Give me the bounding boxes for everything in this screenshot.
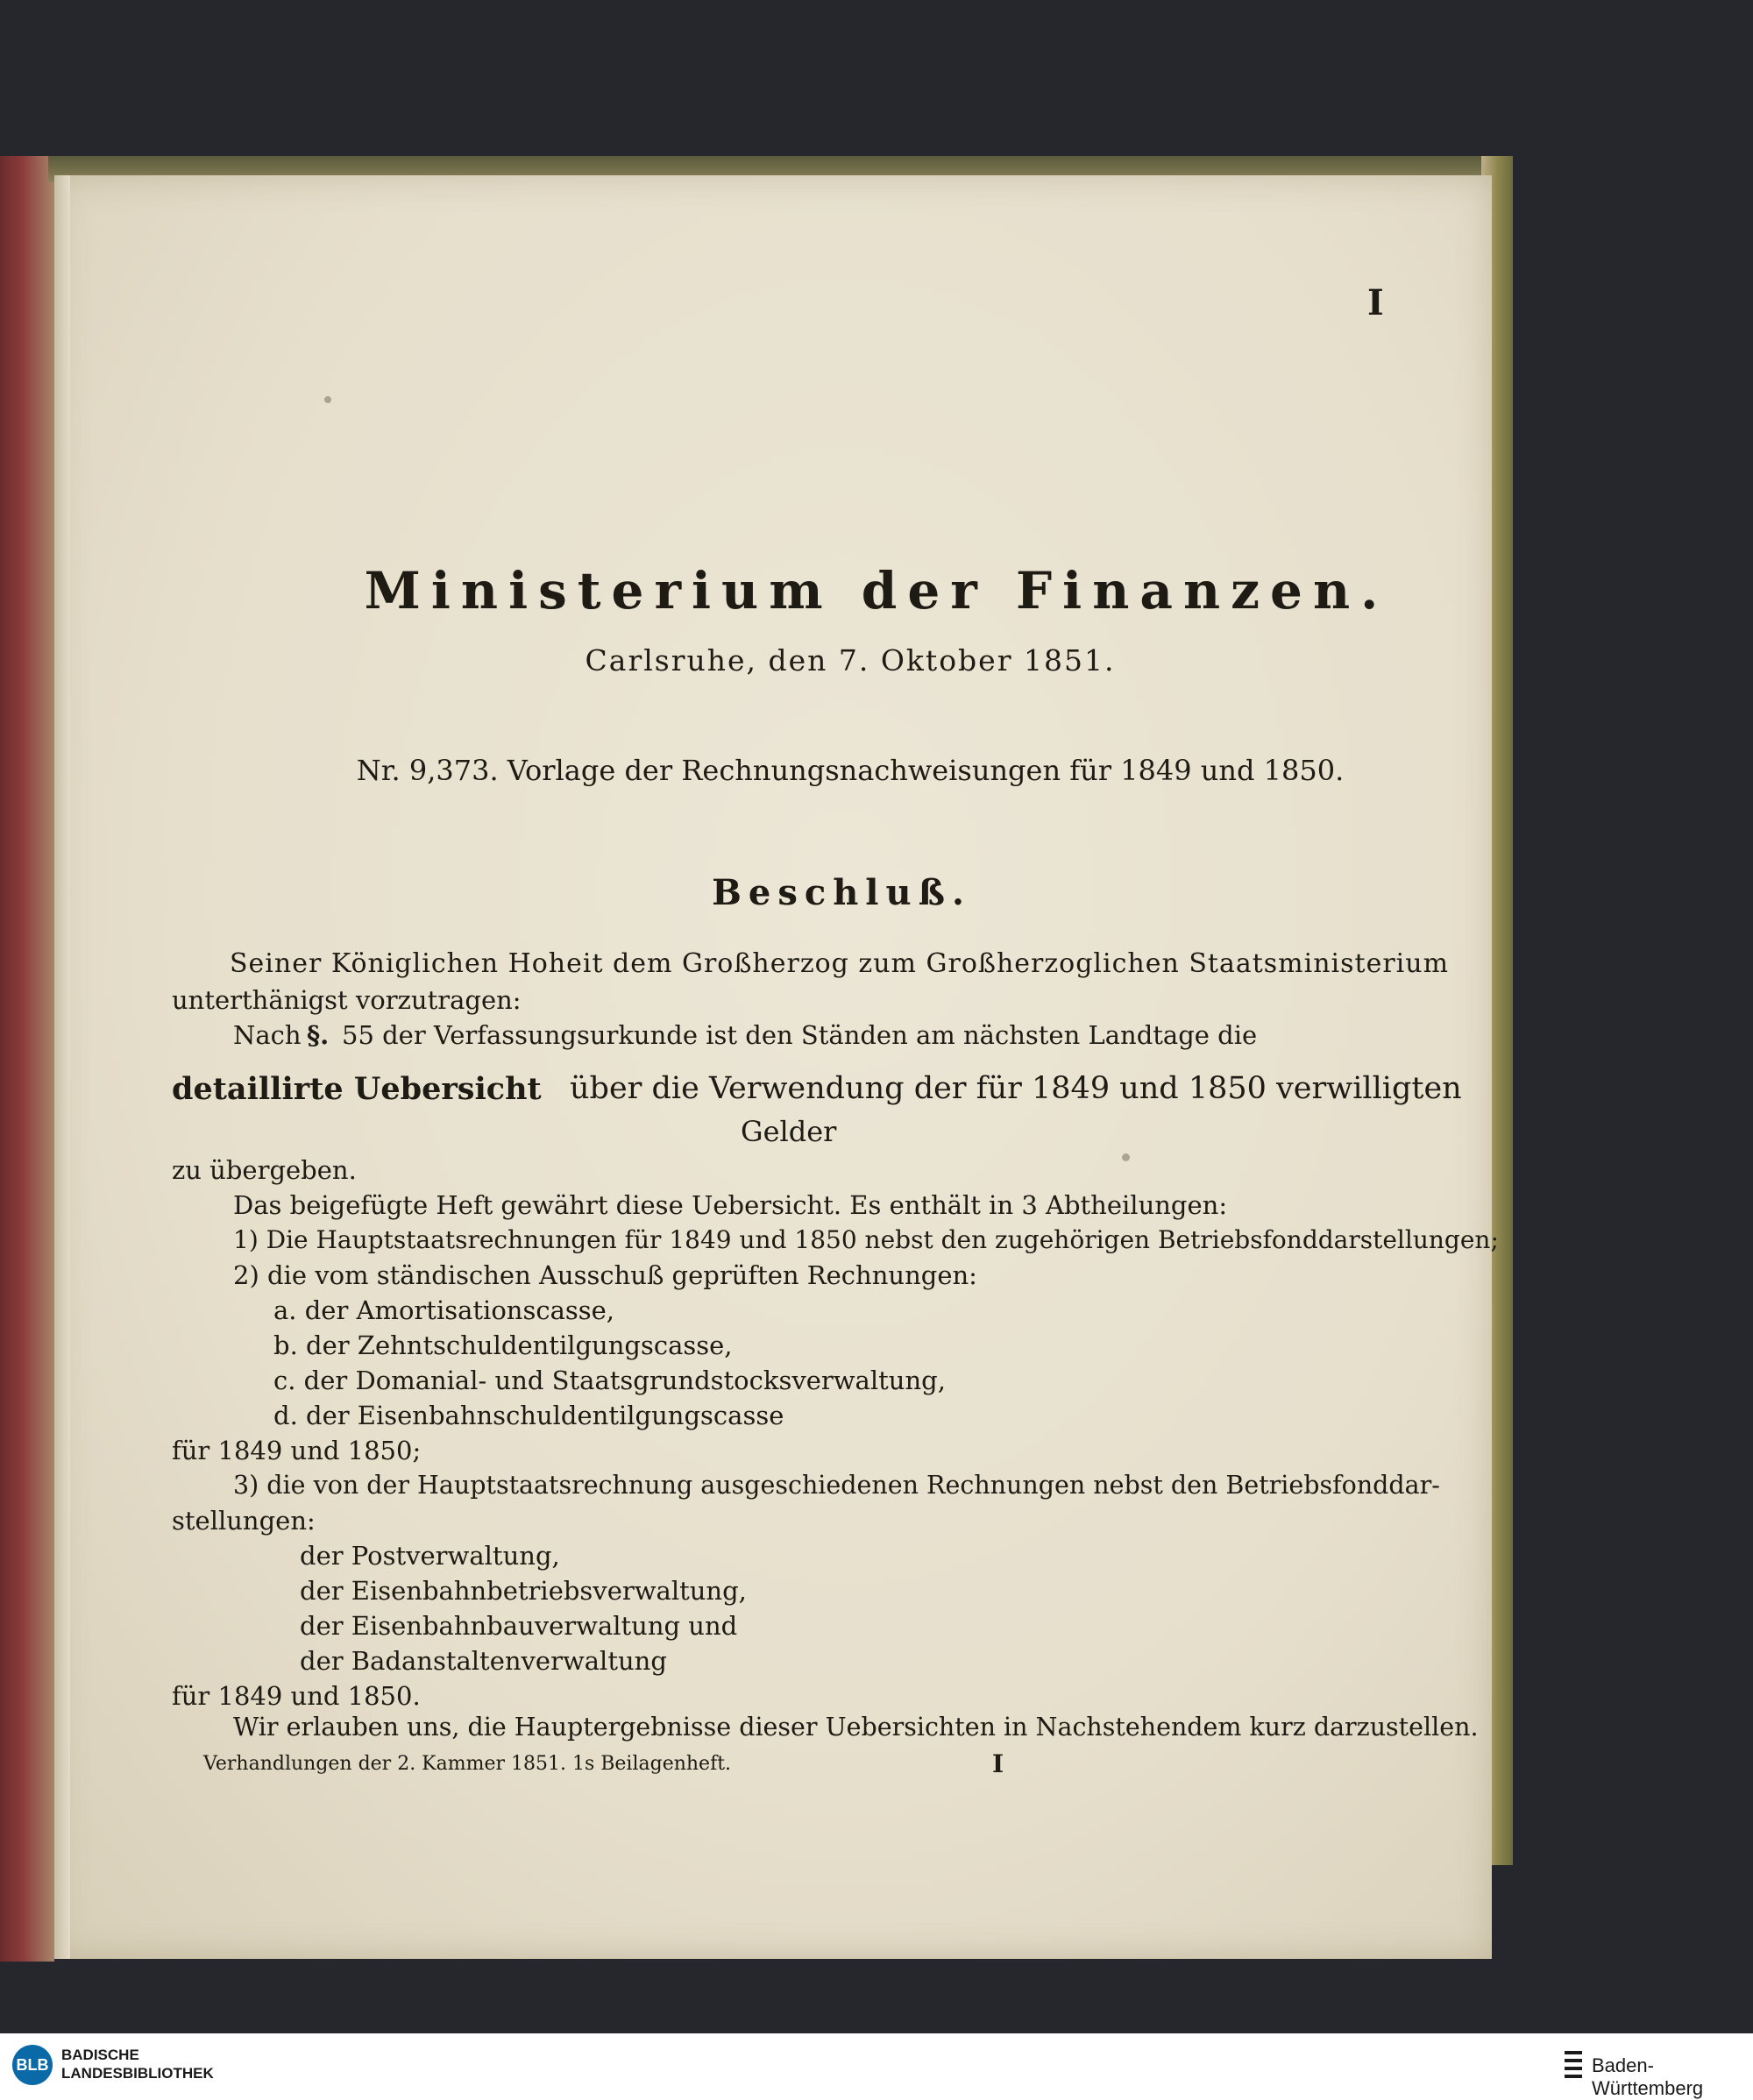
list-subitem: der Eisenbahnbetriebsverwaltung, [300,1576,747,1606]
list-subitem: b. der Zehntschuldentilgungscasse, [273,1330,733,1360]
document-number-line: Nr. 9,373. Vorlage der Rechnungsnachweisungen für 1849 und 1850. [356,754,1345,787]
section-heading: Beschluß. [712,872,971,913]
text-line: Das beigefügte Heft gewährt diese Uebersicht. Es enthält in 3 Abtheilungen: [233,1190,1228,1220]
text-line: Gelder [741,1115,837,1148]
list-subitem: der Eisenbahnbauverwaltung und [300,1611,738,1641]
text-line: Wir erlauben uns, die Hauptergebnisse dieser Uebersichten in Nachstehendem kurz darzustellen. [233,1713,1479,1742]
page-title: Ministerium der Finanzen. [364,561,1389,621]
paragraph-sign: §. [307,1020,330,1050]
signature-number: I [992,1749,1004,1778]
list-item: 2) die vom ständischen Ausschuß geprüften Rechnungen: [233,1260,977,1290]
library-name-line2: LANDESBIBLIOTHEK [61,2065,214,2082]
text-line: 55 der Verfassungsurkunde ist den Ständen am nächsten Landtage die [342,1020,1258,1050]
blb-logo[interactable]: BLB [12,2045,53,2085]
page-gutter [54,175,70,1959]
text-line: stellungen: [172,1506,316,1536]
text-line: Seiner Königlichen Hoheit dem Großherzog zum Großherzoglichen Staatsministerium [230,948,1450,979]
list-item: 1) Die Hauptstaatsrechnungen für 1849 und 1850 nebst den zugehörigen Betriebsfonddarstellungen; [233,1225,1499,1254]
page-footer: Verhandlungen der 2. Kammer 1851. 1s Beilagenheft. [203,1753,732,1775]
list-item: 3) die von der Hauptstaatsrechnung ausgeschiedenen Rechnungen nebst den Betriebsfonddar- [233,1471,1440,1500]
text-line: Nach [233,1020,302,1050]
list-subitem: der Postverwaltung, [300,1541,560,1571]
ink-spot [1122,1153,1130,1161]
branding-bar [0,2033,1753,2100]
folio-number: I [1367,282,1384,323]
emphasized-text: detaillirte Uebersicht [172,1071,542,1107]
ink-spot [324,396,331,403]
library-name [61,2046,214,2082]
state-name[interactable]: Baden-Württemberg [1592,2054,1704,2099]
baden-wuerttemberg-lions-icon[interactable] [1562,2047,1585,2082]
list-subitem: a. der Amortisationscasse, [273,1295,615,1325]
text-line: unterthänigst vorzutragen: [172,985,522,1015]
list-subitem: der Badanstaltenverwaltung [300,1646,667,1676]
text-line: über die Verwendung der für 1849 und 1850 verwilligten [570,1071,1462,1106]
library-name-line1: BADISCHE [61,2047,139,2063]
text-line: für 1849 und 1850. [172,1681,421,1711]
list-subitem: c. der Domanial- und Staatsgrundstocksverwaltung, [273,1366,946,1395]
book-cover-left-edge [0,156,54,1962]
text-line: für 1849 und 1850; [172,1436,422,1465]
text-line: zu übergeben. [172,1155,357,1185]
place-date: Carlsruhe, den 7. Oktober 1851. [585,643,1116,678]
list-subitem: d. der Eisenbahnschuldentilgungscasse [273,1401,784,1430]
